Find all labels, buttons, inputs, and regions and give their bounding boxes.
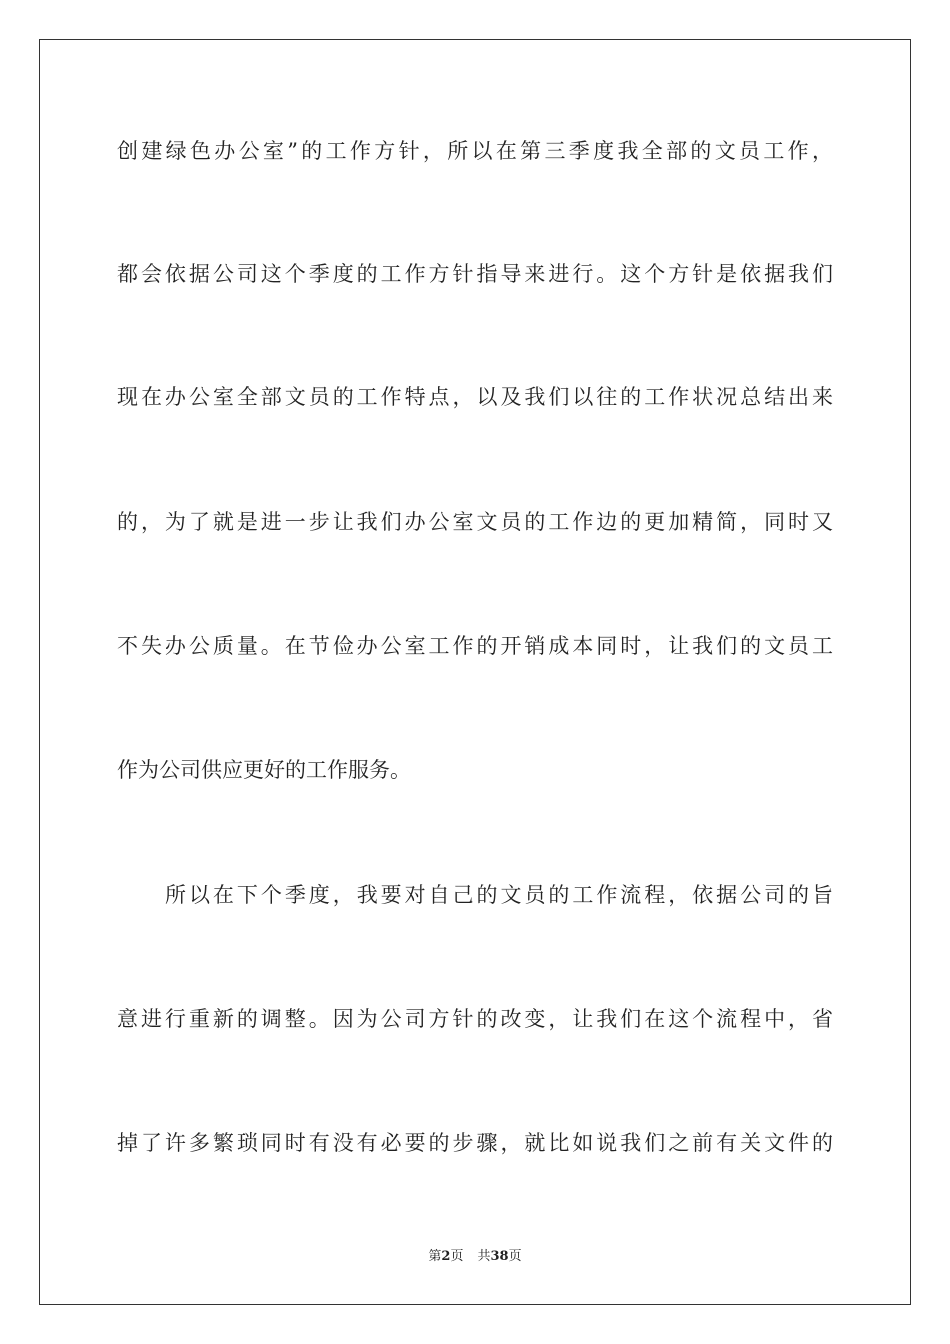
total-suffix: 页 (508, 1249, 522, 1264)
text-line-6: 作为公司供应更好的工作服务。 (117, 758, 411, 782)
text-line-8: 意进行重新的调整。因为公司方针的改变，让我们在这个流程中，省 (117, 1007, 833, 1031)
text-line-2: 都会依据公司这个季度的工作方针指导来进行。这个方针是依据我们 (117, 262, 833, 286)
total-pages: 38 (490, 1249, 509, 1264)
text-line-4: 的，为了就是进一步让我们办公室文员的工作边的更加精简，同时又 (117, 510, 833, 534)
text-line-9: 掉了许多繁琐同时有没有必要的步骤，就比如说我们之前有关文件的 (117, 1131, 833, 1155)
text-line-3: 现在办公室全部文员的工作特点，以及我们以往的工作状况总结出来 (117, 385, 833, 409)
text-line-7: 所以在下个季度，我要对自己的文员的工作流程，依据公司的旨 (165, 883, 833, 907)
page-footer (0, 1248, 950, 1266)
page-suffix: 页 (450, 1249, 464, 1264)
page-number: 2 (441, 1249, 451, 1264)
page-border (39, 39, 911, 1305)
page-prefix: 第 (428, 1249, 442, 1264)
total-prefix: 共 (477, 1249, 491, 1264)
text-line-1: 创建绿色办公室”的工作方针，所以在第三季度我全部的文员工作， (117, 139, 833, 163)
text-line-5: 不失办公质量。在节俭办公室工作的开销成本同时，让我们的文员工 (117, 634, 833, 658)
